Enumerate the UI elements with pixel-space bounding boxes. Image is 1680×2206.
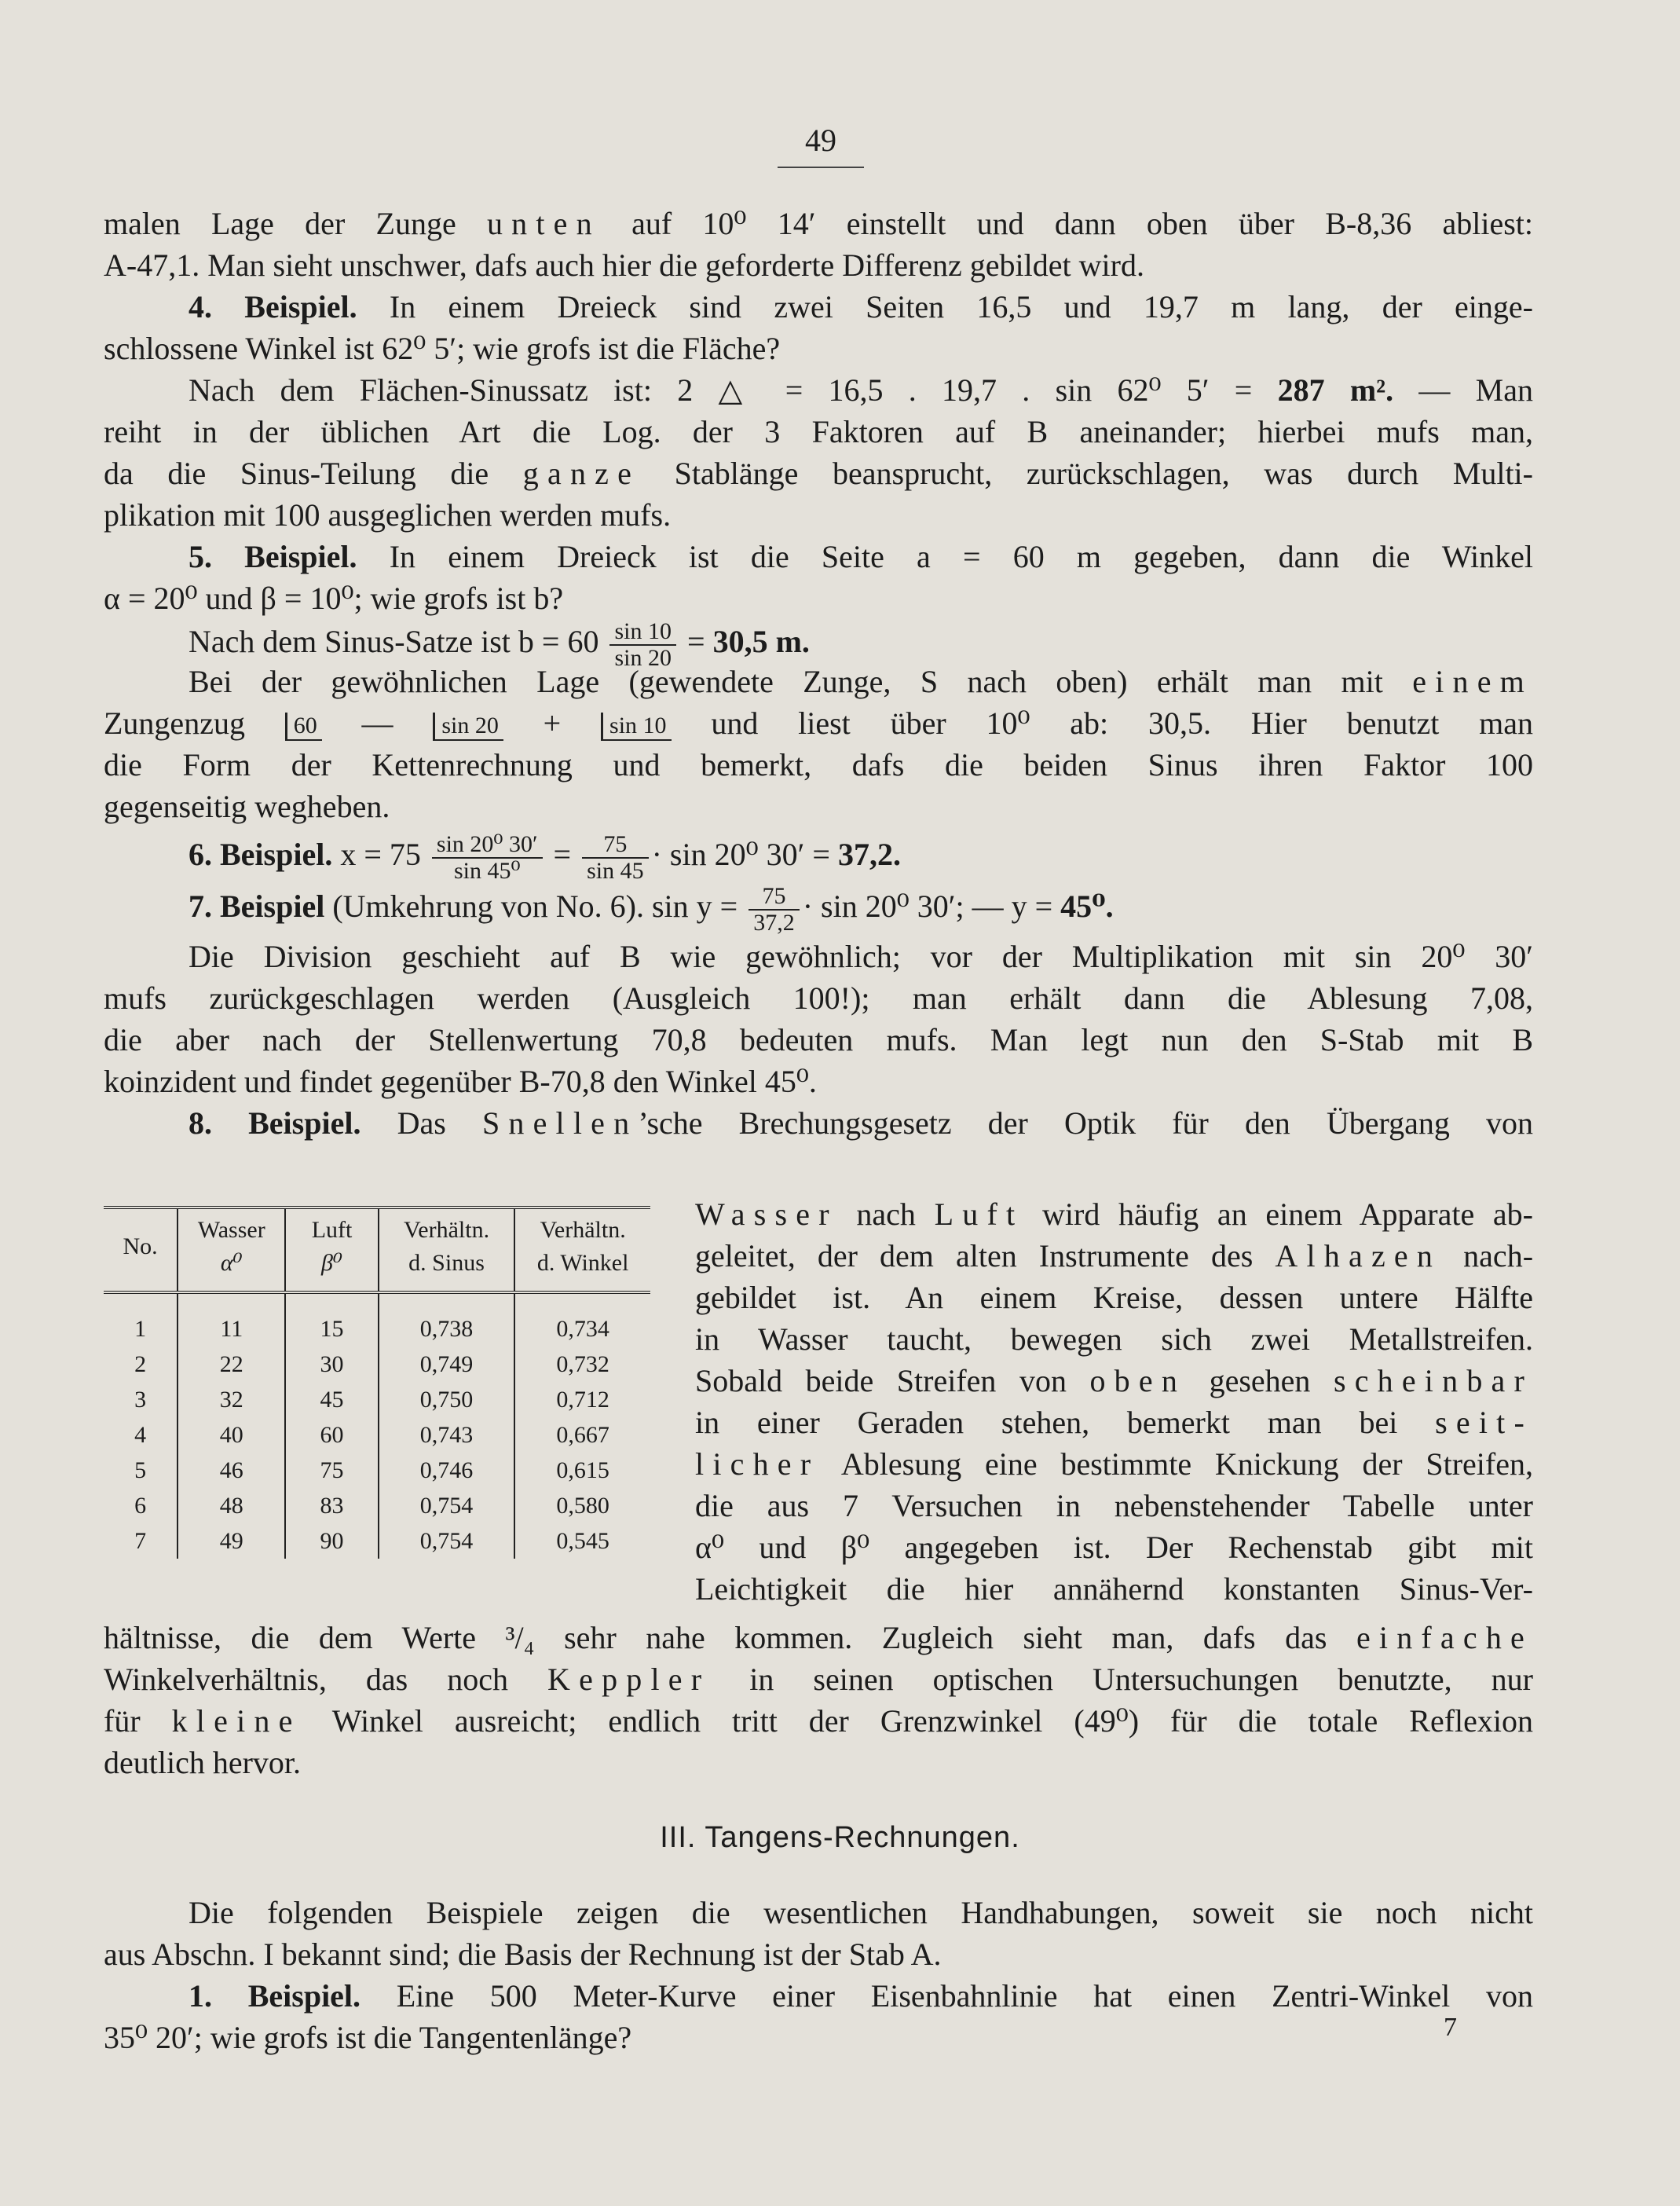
table-cell: 15 [285,1292,378,1347]
text-line: 35⁰ 20′; wie grofs ist die Tangentenlänge? [104,2020,632,2055]
table-cell: 0,545 [514,1523,650,1559]
text-line: A-47,1. Man sieht unschwer, dafs auch hier die geforderte Differenz gebildet wird. [104,247,1144,283]
table-cell: 0,754 [379,1523,515,1559]
table-cell: 60 [285,1417,378,1453]
table-cell: 11 [178,1292,285,1347]
table-header-no: No. [104,1207,178,1292]
slide-rule-bracket: 60 [285,713,322,741]
page-number: 49 [805,123,836,158]
table-row [104,1453,650,1488]
text-line: Die Division geschieht auf B wie gewöhnlich; vor der Multiplikation mit sin 20⁰ 30′ [188,939,1533,974]
text-line: reiht in der üblichen Art die Log. der 3 Faktoren auf B aneinander; hierbei mufs man, [104,414,1533,449]
table-row [104,1382,650,1417]
text-line: hältnisse, die dem Werte ³/₄ sehr nahe kommen. Zugleich sieht man, dafs das einfache [104,1620,1533,1655]
table-cell: 0,743 [379,1417,515,1453]
text-line: gegenseitig wegheben. [104,789,390,824]
table-cell: 3 [134,1387,147,1413]
text-line: Nach dem Flächen-Sinussatz ist: 2 △ = 16,5 . 19,7 . sin 62⁰ 5′ = 287 m². — Man [188,372,1533,408]
example-5-label: 5. Beispiel. [188,539,357,574]
text-line: mufs zurückgeschlagen werden (Ausgleich 100!); man erhält dann die Ablesung 7,08, [104,980,1533,1016]
section-3-text [104,1892,1533,2058]
slide-rule-bracket: sin 10 [601,713,672,741]
upper-text-block [104,203,1533,1144]
example-6-line: 6. Beispiel. x = 75 $\frac{\text{sin 20⁰ 30′}}{\text{sin 45⁰}}$ = $\frac{75}{\sin 45}$ · sin 20⁰ 30′ = 37,2. [188,831,901,884]
table-cell: 7 [134,1528,147,1554]
text-line: Zungenzug 60 — sin 20 + sin 10 und liest über 10⁰ ab: 30,5. Hier benutzt man [104,705,1534,741]
table-cell: 1 [134,1316,147,1342]
fraction: $\frac{\sin 10}{\sin 20}$ [609,619,676,671]
table-cell: 45 [285,1382,378,1417]
fraction: $\frac{75}{\sin 45}$ [582,832,649,884]
example-4-label: 4. Beispiel. [188,289,357,324]
table-cell: 6 [134,1493,147,1519]
table-cell: 48 [178,1488,285,1523]
table-row [104,1523,650,1559]
table-cell: 30 [285,1347,378,1382]
table-cell: 0,732 [514,1347,650,1382]
table-header-angle-ratio: Verhältn. d. Winkel [514,1207,650,1292]
lower-text-block [104,1617,1533,1783]
section-3-example-1-line: 1. Beispiel. Eine 500 Meter-Kurve einer Eisenbahnlinie hat einen Zentri-Winkel von [188,1978,1533,2014]
table-row [104,1292,650,1347]
table-cell: 0,750 [379,1382,515,1417]
table-cell: 90 [285,1523,378,1559]
text-line: Winkelverhältnis, das noch Keppler in seinen optischen Untersuchungen benutzte, nur [104,1662,1533,1697]
fraction: $\frac{75}{37,2}$ [748,884,800,936]
table-cell: 0,615 [514,1453,650,1488]
slide-rule-bracket: sin 20 [433,713,503,741]
table-cell: 83 [285,1488,378,1523]
table-header-sinus-ratio: Verhältn. d. Sinus [379,1207,515,1292]
signature-mark: 7 [1444,2013,1457,2042]
table-cell: 0,738 [379,1292,515,1347]
example-7-label: 7. Beispiel [188,889,325,925]
example-5-line: 5. Beispiel. In einem Dreieck ist die Seite a = 60 m gegeben, dann die Winkel [188,539,1534,574]
text-line: licher Ablesung eine bestimmte Knickung der Streifen, [695,1446,1533,1482]
text-line: für kleine Winkel ausreicht; endlich tritt der Grenzwinkel (49⁰) für die totale Reflexion [104,1703,1534,1739]
text-line: gebildet ist. An einem Kreise, dessen untere Hälfte [695,1280,1533,1315]
example-8-line: 8. Beispiel. Das Snellen’sche Brechungsgesetz der Optik für den Übergang von [188,1105,1533,1141]
table-cell: 4 [134,1422,147,1448]
text-line: deutlich hervor. [104,1745,302,1780]
table-cell: 40 [178,1417,285,1453]
table-header-luft: Luft β⁰ [285,1207,378,1292]
table-header-wasser: Wasser α⁰ [178,1207,285,1292]
text-line: Leichtigkeit die hier annähernd konstanten Sinus-Ver- [695,1571,1533,1607]
text-line: Sobald beide Streifen von oben gesehen scheinbar [695,1363,1533,1398]
text-line: in Wasser taucht, bewegen sich zwei Metallstreifen. [695,1321,1533,1357]
text-line: die aus 7 Versuchen in nebenstehender Tabelle unter [695,1488,1533,1523]
text-line: geleitet, der dem alten Instrumente des Alhazen nach- [695,1238,1534,1273]
table-cell: 0,734 [514,1292,650,1347]
text-line: Wasser nach Luft wird häufig an einem Apparate ab- [695,1196,1533,1232]
text-line: Bei der gewöhnlichen Lage (gewendete Zunge, S nach oben) erhält man mit einem [188,664,1533,699]
table-cell: 0,667 [514,1417,650,1453]
text-line: α = 20⁰ und β = 10⁰; wie grofs ist b? [104,581,564,616]
text-line: die aber nach der Stellenwertung 70,8 bedeuten mufs. Man legt nun den S-Stab mit B [104,1022,1533,1057]
table-cell: 0,749 [379,1347,515,1382]
page-number-rule [778,167,864,168]
text-line: koinzident und findet gegenüber B-70,8 den Winkel 45⁰. [104,1064,817,1099]
table-cell: 49 [178,1523,285,1559]
text-line: in einer Geraden stehen, bemerkt man bei seit- [695,1405,1533,1440]
text-line: aus Abschn. I bekannt sind; die Basis der Rechnung ist der Stab A. [104,1937,942,1972]
table-cell: 0,746 [379,1453,515,1488]
text-line: da die Sinus-Teilung die ganze Stablänge beansprucht, zurückschlagen, was durch Multi- [104,456,1533,491]
text-line: malen Lage der Zunge unten auf 10⁰ 14′ einstellt und dann oben über B-8,36 abliest: [104,206,1534,241]
table-cell: 75 [285,1453,378,1488]
table-cell: 32 [178,1382,285,1417]
table-cell: 0,712 [514,1382,650,1417]
refraction-table [104,1206,650,1559]
example-8-label: 8. Beispiel. [188,1105,361,1141]
table-cell: 46 [178,1453,285,1488]
example-8-side-text [695,1193,1533,1610]
text-line: schlossene Winkel ist 62⁰ 5′; wie grofs ist die Fläche? [104,331,781,366]
text-line: Die folgenden Beispiele zeigen die wesentlichen Handhabungen, soweit sie noch nicht [188,1895,1533,1930]
table-row [104,1417,650,1453]
example-6-label: 6. Beispiel. [188,837,333,873]
table-cell: 5 [134,1457,147,1483]
table-row [104,1488,650,1523]
table-cell: 2 [134,1351,147,1377]
example-4-line: 4. Beispiel. In einem Dreieck sind zwei Seiten 16,5 und 19,7 m lang, der einge- [188,289,1533,324]
text-line: α⁰ und β⁰ angegeben ist. Der Rechenstab gibt mit [695,1530,1533,1565]
fraction: $\frac{\text{sin 20⁰ 30′}}{\text{sin 45⁰}}$ [432,832,543,884]
table-cell: 22 [178,1347,285,1382]
table-cell: 0,580 [514,1488,650,1523]
table-row [104,1347,650,1382]
table-cell: 0,754 [379,1488,515,1523]
example-7-line: 7. Beispiel (Umkehrung von No. 6). sin y = $\frac{75}{37,2}$ · sin 20⁰ 30′; — y = 45⁰. [188,883,1114,936]
section-heading: III. Tangens-Rechnungen. [660,1821,1020,1854]
text-line: Nach dem Sinus-Satze ist b = 60 $\frac{\sin 10}{\sin 20}$ = 30,5 m. [188,618,810,671]
text-line: plikation mit 100 ausgeglichen werden mufs. [104,497,672,533]
section-3-example-1-label: 1. Beispiel. [188,1978,361,2014]
text-line: die Form der Kettenrechnung und bemerkt, dafs die beiden Sinus ihren Faktor 100 [104,747,1533,782]
